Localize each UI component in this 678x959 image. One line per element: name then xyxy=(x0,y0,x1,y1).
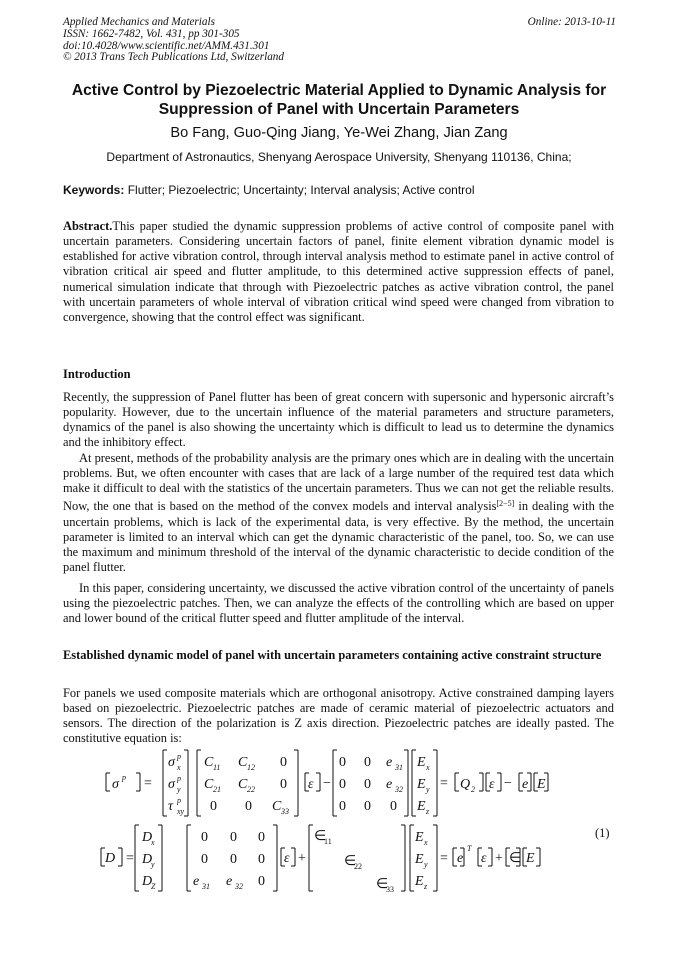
minus-sign-2: − xyxy=(504,776,512,791)
journal-name: Applied Mechanics and Materials xyxy=(63,16,215,28)
abstract-label: Abstract. xyxy=(63,219,113,233)
equals-sign-6: = xyxy=(440,851,448,866)
ez: E xyxy=(417,799,426,814)
e22: 0 xyxy=(364,777,371,792)
eps33-sub: 33 xyxy=(386,885,394,894)
strain-4: ε xyxy=(481,851,487,866)
c23: 0 xyxy=(280,777,287,792)
eps33: ∈ xyxy=(376,877,389,892)
intro-p2-part-a: At present, methods of the probability analysis are the primary ones which are in dealing with the uncertain problems. But, we often encounter with cases that are lack of a large number of the required test data which make it difficult to deal with the statistics of the uncertain parameters. Thus we can not get the reliable results. Now, the one that is based on the method of the convex models and interval analysis xyxy=(63,451,614,514)
eps11: ∈ xyxy=(314,829,327,844)
eps22: ∈ xyxy=(344,854,357,869)
equation-number: (1) xyxy=(595,826,610,840)
journal-header xyxy=(63,17,284,64)
tau-xy-sub: xy xyxy=(177,807,185,816)
sigma-y: σ xyxy=(168,777,175,792)
strain-2: ε xyxy=(489,777,495,792)
q2: Q xyxy=(460,777,471,792)
tau-xy-sup: p xyxy=(177,796,181,805)
e32-row: e xyxy=(226,874,233,889)
intro-heading: Introduction xyxy=(63,367,131,381)
citation: [2−5] xyxy=(496,499,515,509)
zero-22: 0 xyxy=(230,852,237,867)
abstract-text: This paper studied the dynamic suppression problems of active control of composite panel with uncertain parameters. Considering uncertain factors of panel, finite element vibration dynamic model is established for active vibration control, through interval analysis method to estimate panel in active control of vibration critical air speed and flutter amplitude, to this determined active suppression effects of panel, numerical simulation indicate that through with Piezoelectric patches as active vibration control, the panel with uncertain parameters of whole interval of vibration critical wind speed were changed from vibration to convergence, showing that the control effect was significant. xyxy=(63,219,614,324)
c33: C xyxy=(272,799,282,814)
author-list: Bo Fang, Guo-Qing Jiang, Ye-Wei Zhang, Jian Zang xyxy=(170,125,508,141)
c12: C xyxy=(238,755,248,770)
e-sym: e xyxy=(522,777,529,792)
sigma-y-sup: p xyxy=(177,774,181,783)
e31-row-sub: 31 xyxy=(202,882,210,891)
ey-2: E xyxy=(415,852,424,867)
dx-sub: x xyxy=(151,838,155,847)
doi-line: doi:10.4028/www.scientific.net/AMM.431.301 xyxy=(63,39,270,52)
e32z: 0 xyxy=(364,799,371,814)
transpose: T xyxy=(467,844,472,853)
sigma-p-sup: p xyxy=(122,773,126,782)
ex-2-sub: x xyxy=(424,838,428,847)
intro-paragraph-3: In this paper, considering uncertainty, we discussed the active vibration control of the uncertainty of panels using the piezoelectric patches. Then, we can analyze the effects of the controlling which are based on upper and lower bound of the critical flutter speed and flutter amplitude of the interval. xyxy=(63,581,614,626)
affiliation: Department of Astronautics, Shenyang Aerospace University, Shenyang 110136, China; xyxy=(106,150,572,164)
dx: D xyxy=(142,830,153,845)
online-date: Online: 2013-10-11 xyxy=(527,16,616,28)
e31: e xyxy=(386,755,393,770)
q2-sub: 2 xyxy=(471,785,475,794)
c11-sub: 11 xyxy=(213,763,221,772)
zero-11: 0 xyxy=(201,830,208,845)
eps22-sub: 22 xyxy=(354,862,362,871)
keywords xyxy=(63,183,623,197)
ey-sub: y xyxy=(426,785,430,794)
intro-paragraph-2 xyxy=(63,451,614,575)
c22-sub: 22 xyxy=(247,785,255,794)
ey-2-sub: y xyxy=(424,860,428,869)
zero-12: 0 xyxy=(230,830,237,845)
dy: D xyxy=(142,852,153,867)
e31-sub: 31 xyxy=(395,763,403,772)
zero-13: 0 xyxy=(258,830,265,845)
e33z: 0 xyxy=(390,799,397,814)
zero-21: 0 xyxy=(201,852,208,867)
e21: 0 xyxy=(339,777,346,792)
ex-sub: x xyxy=(426,763,430,772)
e32-row-sub: 32 xyxy=(235,882,243,891)
c11: C xyxy=(204,755,214,770)
c21: C xyxy=(204,777,214,792)
e32: e xyxy=(386,777,393,792)
minus-sign: − xyxy=(323,776,331,791)
sigma-x-sup: p xyxy=(177,752,181,761)
dz: D xyxy=(142,874,153,889)
keywords-text: Flutter; Piezoelectric; Uncertainty; Interval analysis; Active control xyxy=(127,183,475,197)
sigma-p: σ xyxy=(112,777,119,792)
dy-sub: y xyxy=(151,860,155,869)
paper-title: Active Control by Piezoelectric Material Applied to Dynamic Analysis for Suppression of Panel with Uncertain Parameters xyxy=(71,82,607,118)
intro-p2-part-b: in dealing with the uncertain problems, which is lack of the experimental data, is very effective. By the method, the uncertain parameter is limited to an interval which can get the dynamic characteristic of the panel, too. So, we can use the maximum and minimum threshold of the interval of the dynamic characteristic to decide condition of the panel flutter. xyxy=(63,499,614,575)
section-paragraph-1: For panels we used composite materials which are orthogonal anisotropy. Active constrained damping layers based on piezoelectric. Piezoelectric patches are made of ceramic material of piezoelectric actuators and sensors. The direction of the polarization is Z axis direction. Piezoelectric patches are ideally pasted. The constitutive equation is: xyxy=(63,686,614,746)
e-field: E xyxy=(537,777,546,792)
sigma-y-sub: y xyxy=(177,785,181,794)
c21-sub: 21 xyxy=(213,785,221,794)
plus-sign: + xyxy=(298,851,306,866)
e-field-2: E xyxy=(526,851,535,866)
keywords-label: Keywords: xyxy=(63,183,125,197)
tau-xy: τ xyxy=(168,799,174,814)
sigma-x-sub: x xyxy=(177,763,181,772)
e-sym-2: e xyxy=(457,851,464,866)
ex-2: E xyxy=(415,830,424,845)
c12-sub: 12 xyxy=(247,763,255,772)
equals-sign: = xyxy=(144,776,152,791)
abstract xyxy=(63,219,614,325)
copyright-line: © 2013 Trans Tech Publications Ltd, Switzerland xyxy=(63,51,284,64)
zero-23: 0 xyxy=(258,852,265,867)
c31: 0 xyxy=(210,799,217,814)
ez-2: E xyxy=(415,874,424,889)
sigma-x: σ xyxy=(168,755,175,770)
ey: E xyxy=(417,777,426,792)
ez-sub: z xyxy=(426,807,430,816)
strain: ε xyxy=(308,777,314,792)
dz-sub: Z xyxy=(151,882,156,891)
c32: 0 xyxy=(245,799,252,814)
c33-sub: 33 xyxy=(281,807,289,816)
zero-33: 0 xyxy=(258,874,265,889)
equals-sign-3: = xyxy=(440,776,448,791)
issn-line: ISSN: 1662-7482, Vol. 431, pp 301-305 xyxy=(63,27,240,40)
ex: E xyxy=(417,755,426,770)
eps11-sub: 11 xyxy=(324,837,332,846)
e31z: 0 xyxy=(339,799,346,814)
e32-sub: 32 xyxy=(395,785,403,794)
strain-3: ε xyxy=(284,851,290,866)
intro-paragraph-1: Recently, the suppression of Panel flutter has been of great concern with supersonic and hypersonic aircraft’s popularity. However, due to the uncertain influence of the material parameters and structure parameters, dynamics of the panel is also showing the uncertainty which is difficult to lead us to determine the dynamics and the inhibitory effect. xyxy=(63,390,614,450)
plus-sign-2: + xyxy=(495,851,503,866)
equals-sign-5: = xyxy=(126,851,134,866)
constitutive-equation xyxy=(0,748,678,898)
section-heading: Established dynamic model of panel with uncertain parameters containing active constraint structure xyxy=(63,648,602,662)
ez-2-sub: z xyxy=(424,882,428,891)
c13: 0 xyxy=(280,755,287,770)
e12: 0 xyxy=(364,755,371,770)
c22: C xyxy=(238,777,248,792)
e31-row: e xyxy=(193,874,200,889)
d-sym: D xyxy=(105,851,116,866)
e11: 0 xyxy=(339,755,346,770)
in-sym: ∈ xyxy=(509,851,522,866)
